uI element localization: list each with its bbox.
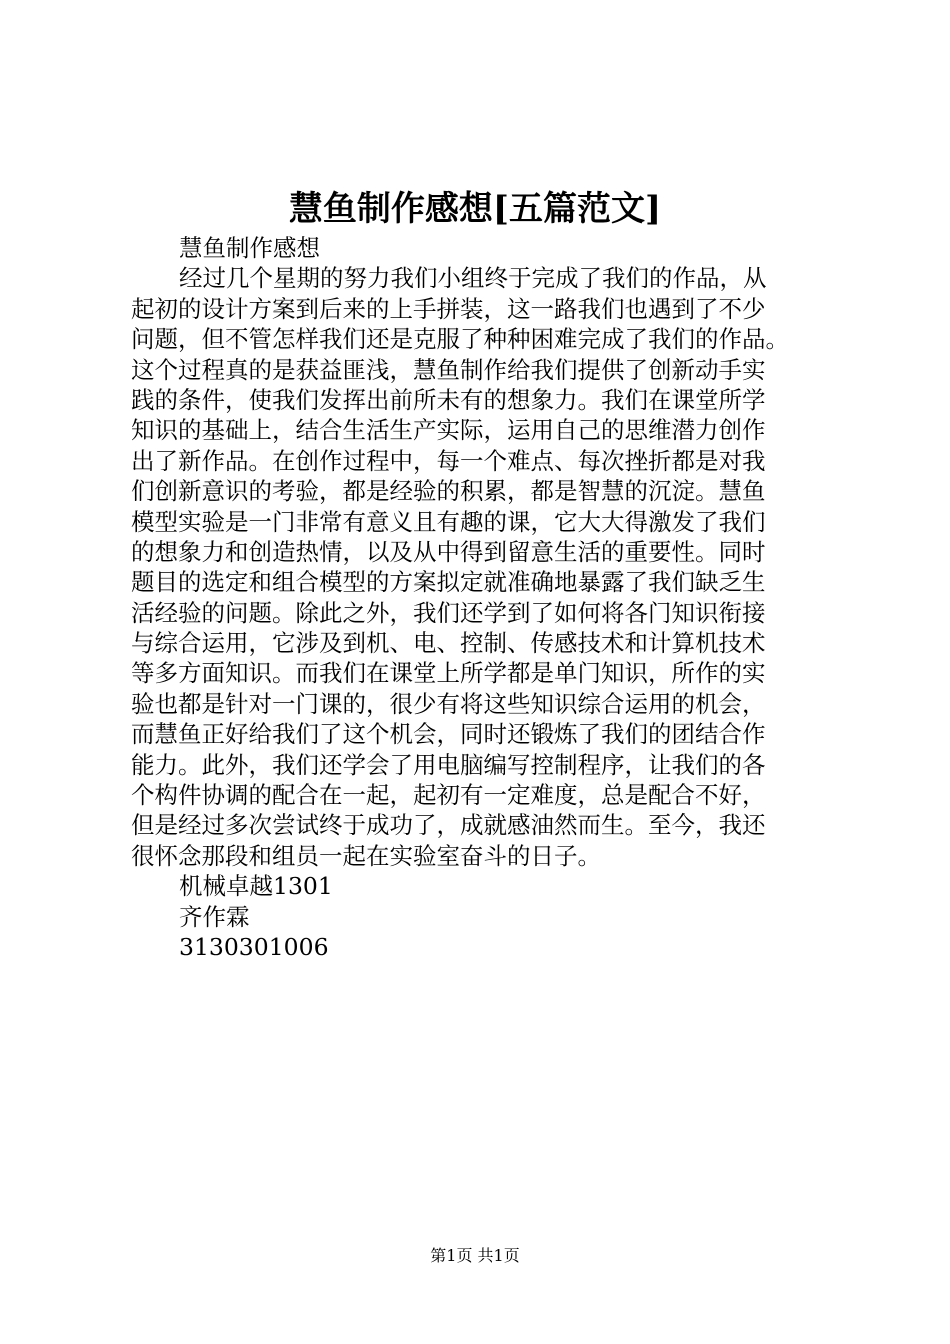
- paragraph-line: 们创新意识的考验，都是经验的积累，都是智慧的沉淀。慧鱼: [131, 477, 766, 506]
- document-title: 慧鱼制作感想[五篇范文]: [288, 189, 662, 229]
- signature-class: 机械卓越1301: [179, 872, 333, 901]
- paragraph-line: 而慧鱼正好给我们了这个机会，同时还锻炼了我们的团结合作: [131, 720, 766, 749]
- paragraph-line: 这个过程真的是获益匪浅，慧鱼制作给我们提供了创新动手实: [131, 355, 766, 384]
- paragraph-line: 起初的设计方案到后来的上手拼装，这一路我们也遇到了不少: [131, 294, 766, 323]
- subtitle: 慧鱼制作感想: [179, 234, 320, 262]
- paragraph-line: 知识的基础上，结合生活生产实际，运用自己的思维潜力创作: [131, 416, 766, 445]
- paragraph-line: 出了新作品。在创作过程中，每一个难点、每次挫折都是对我: [131, 446, 766, 475]
- paragraph-line: 的想象力和创造热情，以及从中得到留意生活的重要性。同时: [131, 537, 766, 566]
- paragraph-line: 模型实验是一门非常有意义且有趣的课，它大大得激发了我们: [131, 507, 766, 536]
- signature-student-id: 3130301006: [179, 932, 329, 961]
- page-footer: 第1页 共1页: [430, 1246, 520, 1265]
- paragraph-line: 活经验的问题。除此之外，我们还学到了如何将各门知识衔接: [131, 598, 766, 627]
- paragraph-line: 验也都是针对一门课的，很少有将这些知识综合运用的机会，: [131, 689, 766, 718]
- paragraph-line: 问题，但不管怎样我们还是克服了种种困难完成了我们的作品。: [131, 325, 789, 354]
- paragraph-line: 但是经过多次尝试终于成功了，成就感油然而生。至今，我还: [131, 811, 766, 840]
- paragraph-line: 个构件协调的配合在一起，起初有一定难度，总是配合不好，: [131, 781, 766, 810]
- paragraph-line: 很怀念那段和组员一起在实验室奋斗的日子。: [131, 841, 601, 870]
- signature-author: 齐作霖: [179, 902, 250, 931]
- paragraph-line: 经过几个星期的努力我们小组终于完成了我们的作品，从: [179, 264, 767, 293]
- paragraph-line: 能力。此外，我们还学会了用电脑编写控制程序，让我们的各: [131, 750, 766, 779]
- paragraph-line: 与综合运用，它涉及到机、电、控制、传感技术和计算机技术: [131, 629, 766, 658]
- paragraph-line: 题目的选定和组合模型的方案拟定就准确地暴露了我们缺乏生: [131, 568, 766, 597]
- paragraph-line: 践的条件，使我们发挥出前所未有的想象力。我们在课堂所学: [131, 385, 766, 414]
- paragraph-line: 等多方面知识。而我们在课堂上所学都是单门知识，所作的实: [131, 659, 766, 688]
- document-body: [131, 233, 843, 962]
